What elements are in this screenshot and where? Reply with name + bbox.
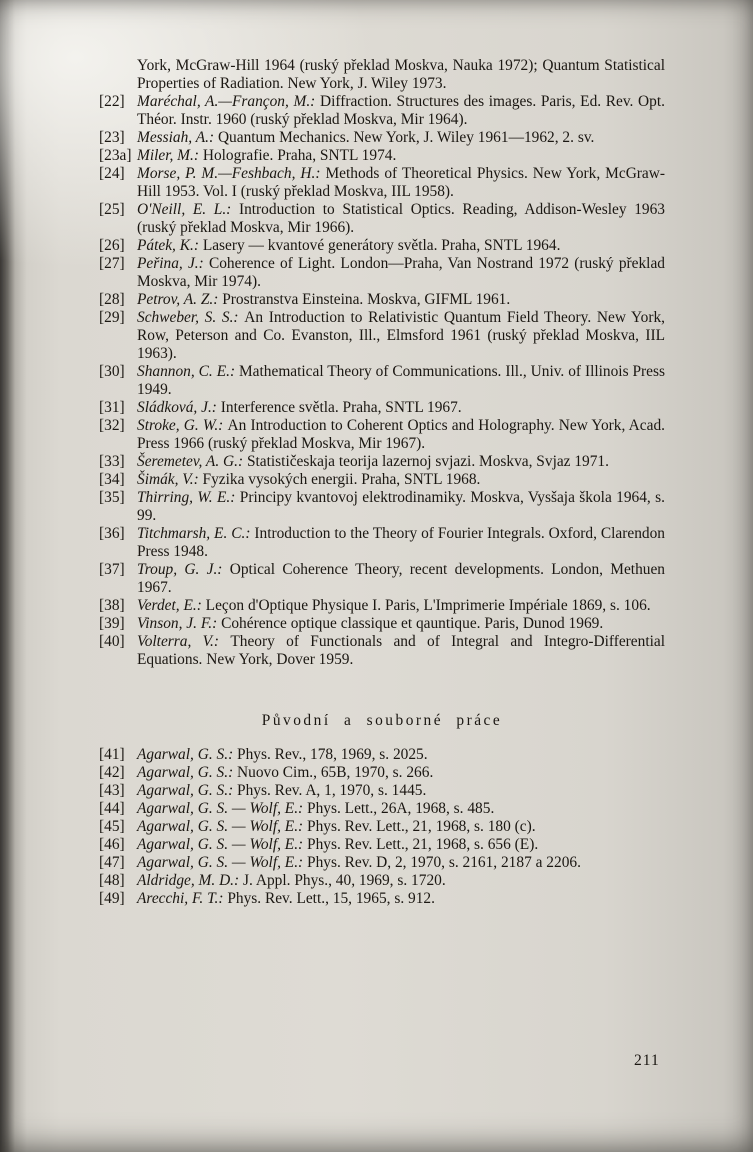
entry-text: O'Neill, E. L.: Introduction to Statistical Optics. Reading, Addison-Wesley 1963 (ruský překlad Moskva, Mir 1966). bbox=[137, 201, 665, 236]
entry-text: Schweber, S. S.: An Introduction to Relativistic Quantum Field Theory. New York, Row, Peterson and Co. Evanston, Ill., Elmsford 1961 (ruský překlad Moskva, IIL 1963). bbox=[137, 309, 665, 362]
entry-text: Agarwal, G. S.: Nuovo Cim., 65B, 1970, s. 266. bbox=[137, 764, 434, 781]
entry-author: Agarwal, G. S. — Wolf, E.: bbox=[137, 854, 308, 871]
entry-author: Arecchi, F. T.: bbox=[137, 890, 228, 907]
entry-author: Agarwal, G. S.: bbox=[137, 764, 238, 781]
entry-label: [34] bbox=[99, 471, 125, 488]
bibliography-books-list bbox=[99, 93, 665, 669]
entry-author: Miler, M.: bbox=[137, 147, 203, 164]
bibliography-continuation: York, McGraw-Hill 1964 (ruský překlad Moskva, Nauka 1972); Quantum Statistical Properties of Radiation. New York, J. Wiley 1973. bbox=[137, 57, 665, 92]
entry-text: Stroke, G. W.: An Introduction to Coherent Optics and Holography. New York, Acad. Press 1966 (ruský překlad Moskva, Mir 1967). bbox=[137, 417, 665, 452]
entry-author: Volterra, V.: bbox=[137, 633, 231, 650]
entry-author: Agarwal, G. S. — Wolf, E.: bbox=[137, 836, 308, 853]
entry-label: [42] bbox=[99, 764, 125, 781]
bibliography-entry bbox=[99, 453, 665, 471]
entry-author: Thirring, W. E.: bbox=[137, 489, 240, 506]
entry-label: [46] bbox=[99, 836, 125, 853]
bibliography-entry bbox=[99, 872, 665, 890]
entry-text: Miler, M.: Holografie. Praha, SNTL 1974. bbox=[137, 147, 397, 164]
entry-text: Morse, P. M.—Feshbach, H.: Methods of Theoretical Physics. New York, McGraw-Hill 1953. Vol. I (ruský překlad Moskva, IIL 1958). bbox=[137, 165, 666, 200]
page-content bbox=[99, 57, 665, 908]
entry-text: Maréchal, A.—Françon, M.: Diffraction. Structures des images. Paris, Ed. Rev. Opt. Théor. Instr. 1960 (ruský překlad Moskva, Mir 1964). bbox=[137, 93, 665, 128]
bibliography-entry bbox=[99, 489, 665, 525]
entry-author: Sládková, J.: bbox=[137, 399, 221, 416]
entry-label: [28] bbox=[99, 291, 125, 308]
entry-label: [30] bbox=[99, 363, 125, 380]
bibliography-entry bbox=[99, 291, 665, 309]
entry-text: Thirring, W. E.: Principy kvantovoj elektrodinamiky. Moskva, Vysšaja škola 1964, s. 99. bbox=[137, 489, 665, 524]
entry-text: Petrov, A. Z.: Prostranstva Einsteina. Moskva, GIFML 1961. bbox=[137, 291, 511, 308]
entry-label: [44] bbox=[99, 800, 125, 817]
entry-label: [47] bbox=[99, 854, 125, 871]
entry-author: Shannon, C. E.: bbox=[137, 363, 239, 380]
entry-label: [27] bbox=[99, 255, 125, 272]
entry-author: Titchmarsh, E. C.: bbox=[137, 525, 255, 542]
entry-text: Šeremetev, A. G.: Statističeskaja teorija lazernoj svjazi. Moskva, Svjaz 1971. bbox=[137, 453, 609, 470]
entry-label: [29] bbox=[99, 309, 125, 326]
bibliography-entry bbox=[99, 201, 665, 237]
entry-author: Schweber, S. S.: bbox=[137, 309, 245, 326]
entry-label: [43] bbox=[99, 782, 125, 799]
entry-author: Agarwal, G. S. — Wolf, E.: bbox=[137, 818, 308, 835]
entry-text: Agarwal, G. S. — Wolf, E.: Phys. Rev. D, 2, 1970, s. 2161, 2187 a 2206. bbox=[137, 854, 581, 871]
entry-label: [45] bbox=[99, 818, 125, 835]
entry-label: [22] bbox=[99, 93, 125, 110]
entry-label: [36] bbox=[99, 525, 125, 542]
entry-author: Troup, G. J.: bbox=[137, 561, 230, 578]
entry-text: Peřina, J.: Coherence of Light. London—Praha, Van Nostrand 1972 (ruský překlad Moskva, Mir 1974). bbox=[137, 255, 665, 290]
entry-text: Agarwal, G. S.: Phys. Rev. A, 1, 1970, s. 1445. bbox=[137, 782, 427, 799]
entry-text: Šimák, V.: Fyzika vysokých energii. Praha, SNTL 1968. bbox=[137, 471, 481, 488]
entry-label: [39] bbox=[99, 615, 125, 632]
entry-author: Aldridge, M. D.: bbox=[137, 872, 244, 889]
entry-text: Shannon, C. E.: Mathematical Theory of Communications. Ill., Univ. of Illinois Press 1949. bbox=[137, 363, 665, 398]
bibliography-entry bbox=[99, 471, 665, 489]
bibliography-entry bbox=[99, 237, 665, 255]
entry-label: [40] bbox=[99, 633, 125, 650]
entry-label: [23] bbox=[99, 129, 125, 146]
bibliography-entry bbox=[99, 854, 665, 872]
entry-author: Agarwal, G. S. — Wolf, E.: bbox=[137, 800, 308, 817]
bibliography-entry bbox=[99, 147, 665, 165]
entry-label: [35] bbox=[99, 489, 125, 506]
entry-text: Sládková, J.: Interference světla. Praha, SNTL 1967. bbox=[137, 399, 462, 416]
entry-label: [31] bbox=[99, 399, 125, 416]
entry-author: Agarwal, G. S.: bbox=[137, 782, 238, 799]
entry-author: Agarwal, G. S.: bbox=[137, 746, 238, 763]
bibliography-entry bbox=[99, 525, 665, 561]
entry-label: [26] bbox=[99, 237, 125, 254]
entry-label: [38] bbox=[99, 597, 125, 614]
entry-text: Agarwal, G. S. — Wolf, E.: Phys. Rev. Lett., 21, 1968, s. 180 (c). bbox=[137, 818, 536, 835]
entry-author: Šeremetev, A. G.: bbox=[137, 453, 247, 470]
entry-author: Verdet, E.: bbox=[137, 597, 206, 614]
entry-label: [25] bbox=[99, 201, 125, 218]
entry-author: O'Neill, E. L.: bbox=[137, 201, 239, 218]
bibliography-entry bbox=[99, 782, 665, 800]
entry-label: [23a] bbox=[99, 147, 132, 164]
entry-label: [24] bbox=[99, 165, 125, 182]
entry-text: Agarwal, G. S.: Phys. Rev., 178, 1969, s. 2025. bbox=[137, 746, 428, 763]
entry-author: Maréchal, A.—Françon, M.: bbox=[137, 93, 320, 110]
entry-text: Aldridge, M. D.: J. Appl. Phys., 40, 1969, s. 1720. bbox=[137, 872, 446, 889]
entry-text: Volterra, V.: Theory of Functionals and of Integral and Integro-Differential Equations. New York, Dover 1959. bbox=[137, 633, 665, 668]
bibliography-entry bbox=[99, 764, 665, 782]
bibliography-entry bbox=[99, 890, 665, 908]
bibliography-entry bbox=[99, 93, 665, 129]
entry-text: Vinson, J. F.: Cohérence optique classique et qauntique. Paris, Dunod 1969. bbox=[137, 615, 604, 632]
entry-author: Šimák, V.: bbox=[137, 471, 203, 488]
bibliography-entry bbox=[99, 633, 665, 669]
bibliography-entry bbox=[99, 165, 665, 201]
entry-author: Morse, P. M.—Feshbach, H.: bbox=[137, 165, 326, 182]
entry-text: Verdet, E.: Leçon d'Optique Physique I. Paris, L'Imprimerie Impériale 1869, s. 106. bbox=[137, 597, 651, 614]
bibliography-entry bbox=[99, 800, 665, 818]
section-heading: Původní a souborné práce bbox=[261, 712, 503, 729]
entry-text: Troup, G. J.: Optical Coherence Theory, recent developments. London, Methuen 1967. bbox=[137, 561, 665, 596]
bibliography-entry bbox=[99, 561, 665, 597]
entry-text: Pátek, K.: Lasery — kvantové generátory světla. Praha, SNTL 1964. bbox=[137, 237, 561, 254]
entry-author: Vinson, J. F.: bbox=[137, 615, 222, 632]
entry-text: Agarwal, G. S. — Wolf, E.: Phys. Rev. Lett., 21, 1968, s. 656 (E). bbox=[137, 836, 539, 853]
bibliography-entry bbox=[99, 417, 665, 453]
entry-label: [41] bbox=[99, 746, 125, 763]
entry-text: Messiah, A.: Quantum Mechanics. New York, J. Wiley 1961—1962, 2. sv. bbox=[137, 129, 595, 146]
bibliography-entry bbox=[99, 597, 665, 615]
bibliography-entry bbox=[99, 129, 665, 147]
entry-author: Stroke, G. W.: bbox=[137, 417, 228, 434]
entry-text: Arecchi, F. T.: Phys. Rev. Lett., 15, 1965, s. 912. bbox=[137, 890, 435, 907]
page-number: 211 bbox=[634, 1052, 660, 1069]
entry-label: [48] bbox=[99, 872, 125, 889]
entry-label: [33] bbox=[99, 453, 125, 470]
bibliography-entry bbox=[99, 818, 665, 836]
entry-label: [37] bbox=[99, 561, 125, 578]
entry-author: Messiah, A.: bbox=[137, 129, 218, 146]
bibliography-entry bbox=[99, 255, 665, 291]
bibliography-papers-list bbox=[99, 746, 665, 908]
bibliography-entry bbox=[99, 836, 665, 854]
entry-label: [32] bbox=[99, 417, 125, 434]
bibliography-entry bbox=[99, 399, 665, 417]
entry-text: Titchmarsh, E. C.: Introduction to the Theory of Fourier Integrals. Oxford, Clarendon Press 1948. bbox=[137, 525, 665, 560]
entry-author: Pátek, K.: bbox=[137, 237, 203, 254]
bibliography-entry bbox=[99, 615, 665, 633]
entry-text: Agarwal, G. S. — Wolf, E.: Phys. Lett., 26A, 1968, s. 485. bbox=[137, 800, 495, 817]
bibliography-entry bbox=[99, 746, 665, 764]
entry-author: Peřina, J.: bbox=[137, 255, 209, 272]
entry-author: Petrov, A. Z.: bbox=[137, 291, 223, 308]
bibliography-entry bbox=[99, 309, 665, 363]
bibliography-entry bbox=[99, 363, 665, 399]
entry-label: [49] bbox=[99, 890, 125, 907]
